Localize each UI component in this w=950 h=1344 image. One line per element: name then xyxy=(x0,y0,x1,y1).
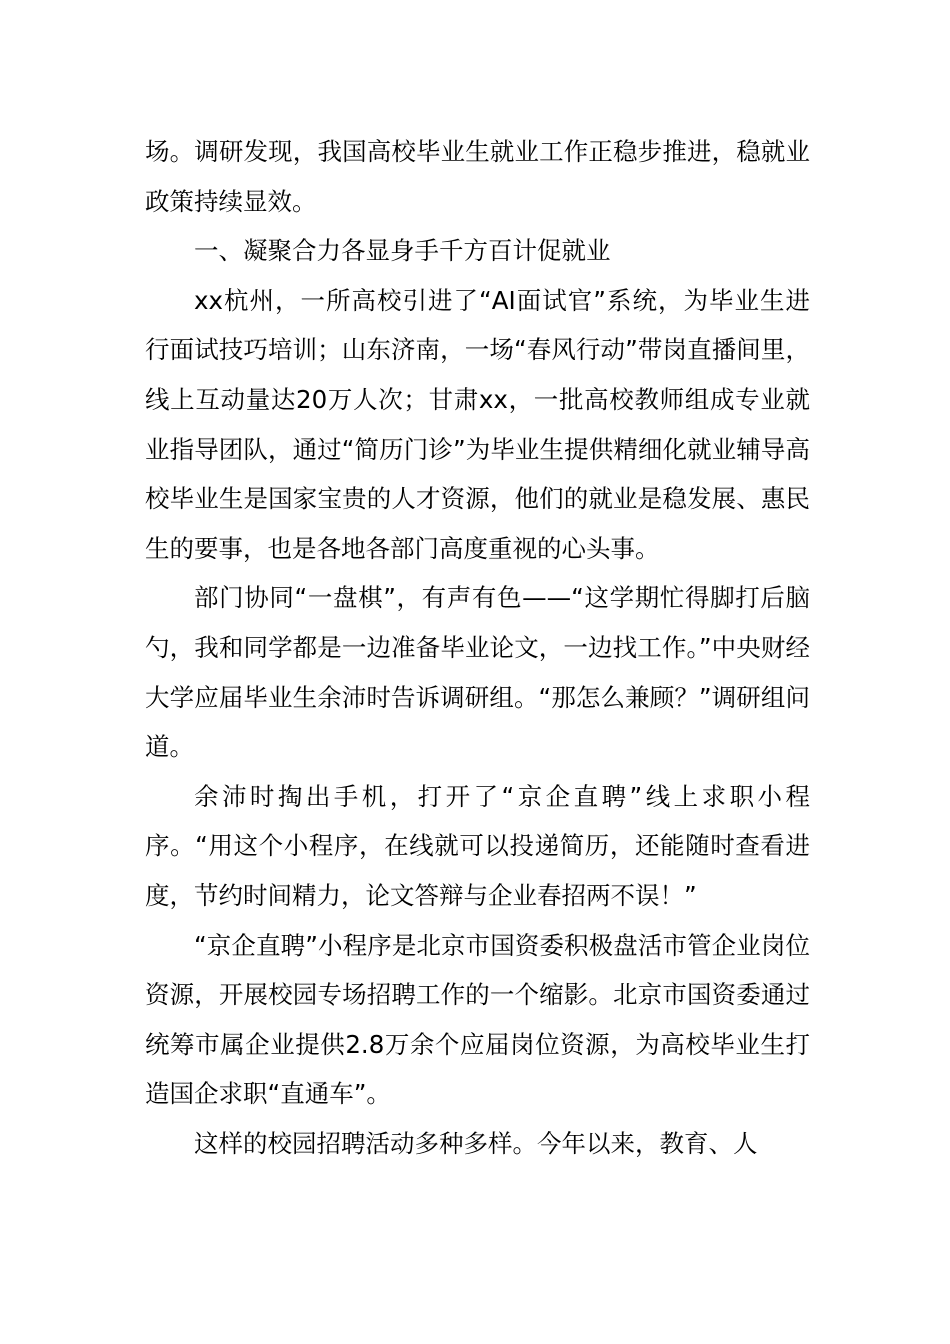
paragraph: 余沛时掏出手机，打开了“京企直聘”线上求职小程序。“用这个小程序，在线就可以投递简历，还能随时查看进度，节约时间精力，论文答辩与企业春招两不误！” xyxy=(145,781,810,910)
paragraph: xx杭州，一所高校引进了“AI面试官”系统，为毕业生进行面试技巧培训；山东济南，一场“春风行动”带岗直播间里，线上互动量达20万人次；甘肃xx，一批高校教师组成专业就业指导团队，通过“简历门诊”为毕业生提供精细化就业辅导高校毕业生是国家宝贵的人才资源，他们的就业是稳发展、惠民生的要事，也是各地各部门高度重视的心头事。 xyxy=(145,285,810,563)
paragraph: 部门协同“一盘棋”，有声有色——“这学期忙得脚打后脑勺，我和同学都是一边准备毕业论文，一边找工作。”中央财经大学应届毕业生余沛时告诉调研组。“那怎么兼顾？”调研组问道。 xyxy=(145,583,810,762)
paragraph: “京企直聘”小程序是北京市国资委积极盘活市管企业岗位资源，开展校园专场招聘工作的一个缩影。北京市国资委通过统筹市属企业提供2.8万余个应届岗位资源，为高校毕业生打造国企求职“直通车”。 xyxy=(145,930,810,1109)
section-heading: 一、凝聚合力各显身手千方百计促就业 xyxy=(194,236,611,266)
document-body xyxy=(145,127,810,1168)
paragraph: 这样的校园招聘活动多种多样。今年以来，教育、人 xyxy=(194,1128,758,1158)
paragraph-continuation: 场。调研发现，我国高校毕业生就业工作正稳步推进，稳就业政策持续显效。 xyxy=(145,137,810,216)
